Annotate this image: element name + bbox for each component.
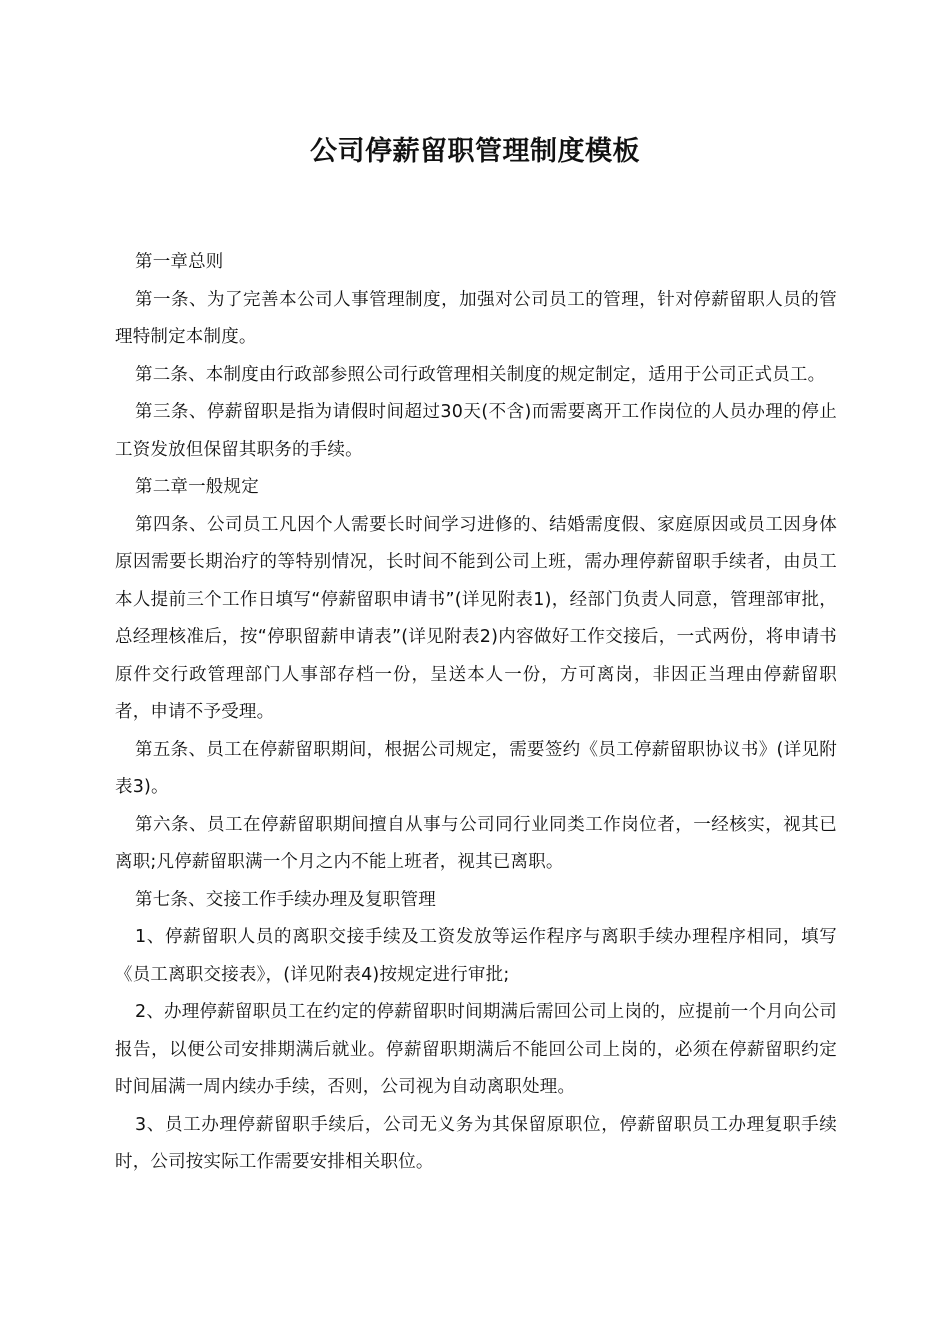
chapter-heading: 第一章总则 bbox=[135, 252, 224, 272]
article-paragraph: 第七条、交接工作手续办理及复职管理 bbox=[135, 889, 436, 910]
document-title: 公司停薪留职管理制度模板 bbox=[310, 136, 640, 167]
document-body bbox=[115, 244, 837, 1182]
list-item-paragraph: 1、停薪留职人员的离职交接手续及工资发放等运作程序与离职手续办理程序相同，填写《员工离职交接表》，(详见附表4)按规定进行审批; bbox=[115, 927, 837, 985]
article-paragraph: 第六条、员工在停薪留职期间擅自从事与公司同行业同类工作岗位者，一经核实，视其已离职;凡停薪留职满一个月之内不能上班者，视其已离职。 bbox=[115, 814, 837, 872]
chapter-heading: 第二章一般规定 bbox=[135, 477, 259, 497]
article-paragraph: 第三条、停薪留职是指为请假时间超过30天(不含)而需要离开工作岗位的人员办理的停止工资发放但保留其职务的手续。 bbox=[115, 402, 837, 460]
list-item-paragraph: 2、办理停薪留职员工在约定的停薪留职时间期满后需回公司上岗的，应提前一个月向公司报告，以便公司安排期满后就业。停薪留职期满后不能回公司上岗的，必须在停薪留职约定时间届满一周内续办手续，否则，公司视为自动离职处理。 bbox=[115, 1002, 837, 1097]
article-paragraph: 第一条、为了完善本公司人事管理制度，加强对公司员工的管理，针对停薪留职人员的管理特制定本制度。 bbox=[115, 289, 837, 347]
article-paragraph: 第二条、本制度由行政部参照公司行政管理相关制度的规定制定，适用于公司正式员工。 bbox=[135, 364, 826, 385]
article-paragraph: 第五条、员工在停薪留职期间，根据公司规定，需要签约《员工停薪留职协议书》(详见附表3)。 bbox=[115, 739, 837, 797]
list-item-paragraph: 3、员工办理停薪留职手续后，公司无义务为其保留原职位，停薪留职员工办理复职手续时，公司按实际工作需要安排相关职位。 bbox=[115, 1114, 837, 1172]
article-paragraph: 第四条、公司员工凡因个人需要长时间学习进修的、结婚需度假、家庭原因或员工因身体原因需要长期治疗的等特别情况，长时间不能到公司上班，需办理停薪留职手续者，由员工本人提前三个工作日填写“停薪留职申请书”(详见附表1)，经部门负责人同意，管理部审批，总经理核准后，按“停职留薪申请表”(详见附表2)内容做好工作交接后，一式两份，将申请书原件交行政管理部门人事部存档一份，呈送本人一份，方可离岗，非因正当理由停薪留职者，申请不予受理。 bbox=[115, 514, 837, 722]
